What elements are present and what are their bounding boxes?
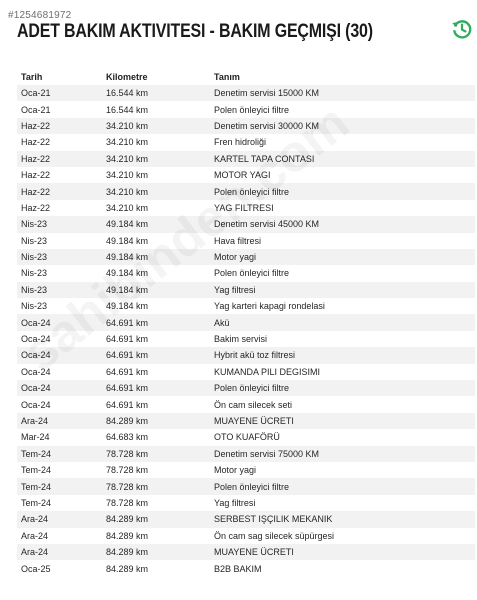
cell-desc: Fren hidroliği — [214, 137, 267, 148]
cell-date: Nis-23 — [21, 268, 48, 279]
cell-desc: Bakim servisi — [214, 334, 268, 345]
table-header — [17, 68, 475, 85]
cell-km: 34.210 km — [106, 153, 149, 164]
cell-date: Oca-24 — [21, 334, 51, 345]
cell-date: Oca-24 — [21, 350, 51, 361]
table-row — [17, 183, 475, 199]
cell-km: 78.728 km — [106, 465, 149, 476]
table-row — [17, 446, 475, 462]
table-row — [17, 282, 475, 298]
cell-date: Haz-22 — [21, 170, 51, 181]
cell-date: Ara-24 — [21, 514, 49, 525]
cell-km: 64.691 km — [106, 383, 149, 394]
listing-id: #1254681972 — [8, 10, 72, 21]
cell-date: Tem-24 — [21, 481, 52, 492]
table-row — [17, 167, 475, 183]
cell-desc: MOTOR YAGI — [214, 170, 271, 181]
cell-date: Oca-25 — [21, 563, 51, 574]
history-icon — [451, 18, 473, 40]
cell-desc: MUAYENE ÜCRETI — [214, 547, 294, 558]
cell-desc: SERBEST IŞÇILIK MEKANIK — [214, 514, 333, 525]
table-row — [17, 249, 475, 265]
cell-desc: OTO KUAFÖRÜ — [214, 432, 280, 443]
table-row — [17, 544, 475, 560]
cell-date: Oca-24 — [21, 317, 51, 328]
header-date: Tarih — [21, 71, 43, 82]
cell-desc: KARTEL TAPA CONTASI — [214, 153, 315, 164]
cell-km: 64.691 km — [106, 399, 149, 410]
cell-desc: KUMANDA PILI DEGISIMI — [214, 366, 321, 377]
cell-date: Tem-24 — [21, 497, 52, 508]
table-row — [17, 462, 475, 478]
cell-km: 34.210 km — [106, 120, 149, 131]
cell-desc: Ön cam silecek seti — [214, 399, 293, 410]
table-row — [17, 331, 475, 347]
table-row — [17, 528, 475, 544]
cell-desc: Motor yagi — [214, 465, 257, 476]
cell-desc: Denetim servisi 75000 KM — [214, 448, 320, 459]
table-row — [17, 85, 475, 101]
cell-km: 64.691 km — [106, 350, 149, 361]
cell-date: Nis-23 — [21, 235, 48, 246]
cell-desc: MUAYENE ÜCRETI — [214, 416, 294, 426]
cell-desc: Denetim servisi 15000 KM — [214, 88, 320, 99]
cell-date: Nis-23 — [21, 284, 48, 295]
cell-date: Oca-24 — [21, 399, 51, 410]
cell-date: Mar-24 — [21, 432, 50, 443]
maintenance-table — [17, 68, 475, 577]
cell-date: Nis-23 — [21, 301, 48, 312]
cell-km: 16.544 km — [106, 104, 149, 115]
table-row — [17, 511, 475, 527]
table-row — [17, 134, 475, 150]
cell-km: 34.210 km — [106, 186, 149, 197]
cell-desc: Hava filtresi — [214, 235, 262, 246]
cell-desc: Yag filtresi — [214, 284, 256, 295]
table-body — [17, 85, 475, 577]
cell-km: 84.289 km — [106, 514, 149, 525]
header-desc: Tanım — [214, 71, 240, 82]
cell-date: Tem-24 — [21, 465, 52, 476]
cell-desc: Polen önleyici filtre — [214, 186, 290, 197]
cell-date: Ara-24 — [21, 547, 49, 558]
cell-km: 78.728 km — [106, 481, 149, 492]
cell-km: 64.691 km — [106, 366, 149, 377]
cell-desc: Akü — [214, 317, 230, 328]
header-km: Kilometre — [106, 71, 148, 82]
cell-km: 34.210 km — [106, 170, 149, 181]
cell-date: Tem-24 — [21, 448, 52, 459]
cell-date: Nis-23 — [21, 219, 48, 230]
table-row — [17, 413, 475, 429]
table-row — [17, 101, 475, 117]
table-row — [17, 151, 475, 167]
cell-desc: Yag filtresi — [214, 497, 256, 508]
cell-km: 78.728 km — [106, 448, 149, 459]
cell-km: 34.210 km — [106, 137, 149, 148]
cell-km: 34.210 km — [106, 202, 149, 213]
table-row — [17, 396, 475, 412]
cell-km: 84.289 km — [106, 563, 149, 574]
cell-km: 49.184 km — [106, 301, 149, 312]
table-row — [17, 200, 475, 216]
cell-desc: Denetim servisi 30000 KM — [214, 120, 320, 131]
cell-km: 78.728 km — [106, 497, 149, 508]
cell-desc: B2B BAKIM — [214, 563, 262, 574]
cell-date: Haz-22 — [21, 153, 51, 164]
cell-date: Haz-22 — [21, 137, 51, 148]
cell-km: 49.184 km — [106, 219, 149, 230]
cell-date: Oca-24 — [21, 366, 51, 377]
cell-km: 49.184 km — [106, 235, 149, 246]
table-row — [17, 314, 475, 330]
table-row — [17, 380, 475, 396]
cell-date: Haz-22 — [21, 202, 51, 213]
table-row — [17, 560, 475, 576]
cell-km: 84.289 km — [106, 416, 149, 426]
cell-date: Ara-24 — [21, 416, 49, 426]
table-row — [17, 298, 475, 314]
cell-km: 64.683 km — [106, 432, 149, 443]
cell-km: 49.184 km — [106, 284, 149, 295]
cell-date: Oca-21 — [21, 104, 51, 115]
table-row — [17, 347, 475, 363]
cell-km: 16.544 km — [106, 88, 149, 99]
cell-date: Ara-24 — [21, 530, 49, 541]
cell-desc: Yag karteri kapagi rondelasi — [214, 301, 325, 312]
cell-desc: Denetim servisi 45000 KM — [214, 219, 320, 230]
cell-km: 49.184 km — [106, 252, 149, 263]
cell-date: Oca-24 — [21, 383, 51, 394]
cell-km: 64.691 km — [106, 334, 149, 345]
table-row — [17, 429, 475, 445]
cell-km: 64.691 km — [106, 317, 149, 328]
cell-date: Oca-21 — [21, 88, 51, 99]
cell-desc: Hybrit akü toz filtresi — [214, 350, 296, 361]
cell-km: 49.184 km — [106, 268, 149, 279]
table-row — [17, 364, 475, 380]
table-row — [17, 265, 475, 281]
cell-desc: Polen önleyici filtre — [214, 481, 290, 492]
history-button[interactable] — [451, 18, 473, 40]
table-row — [17, 118, 475, 134]
cell-desc: Motor yagi — [214, 252, 257, 263]
cell-date: Haz-22 — [21, 120, 51, 131]
cell-desc: Polen önleyici filtre — [214, 104, 290, 115]
cell-desc: Ön cam sag silecek süpürgesi — [214, 530, 335, 541]
cell-date: Nis-23 — [21, 252, 48, 263]
page-title: ADET BAKIM AKTIVITESI - BAKIM GEÇMIŞI (30) — [17, 21, 373, 42]
cell-desc: Polen önleyici filtre — [214, 268, 290, 279]
table-row — [17, 478, 475, 494]
cell-km: 84.289 km — [106, 547, 149, 558]
cell-date: Haz-22 — [21, 186, 51, 197]
cell-desc: Polen önleyici filtre — [214, 383, 290, 394]
table-row — [17, 233, 475, 249]
table-row — [17, 216, 475, 232]
table-row — [17, 495, 475, 511]
cell-km: 84.289 km — [106, 530, 149, 541]
cell-desc: YAG FILTRESI — [214, 202, 274, 213]
